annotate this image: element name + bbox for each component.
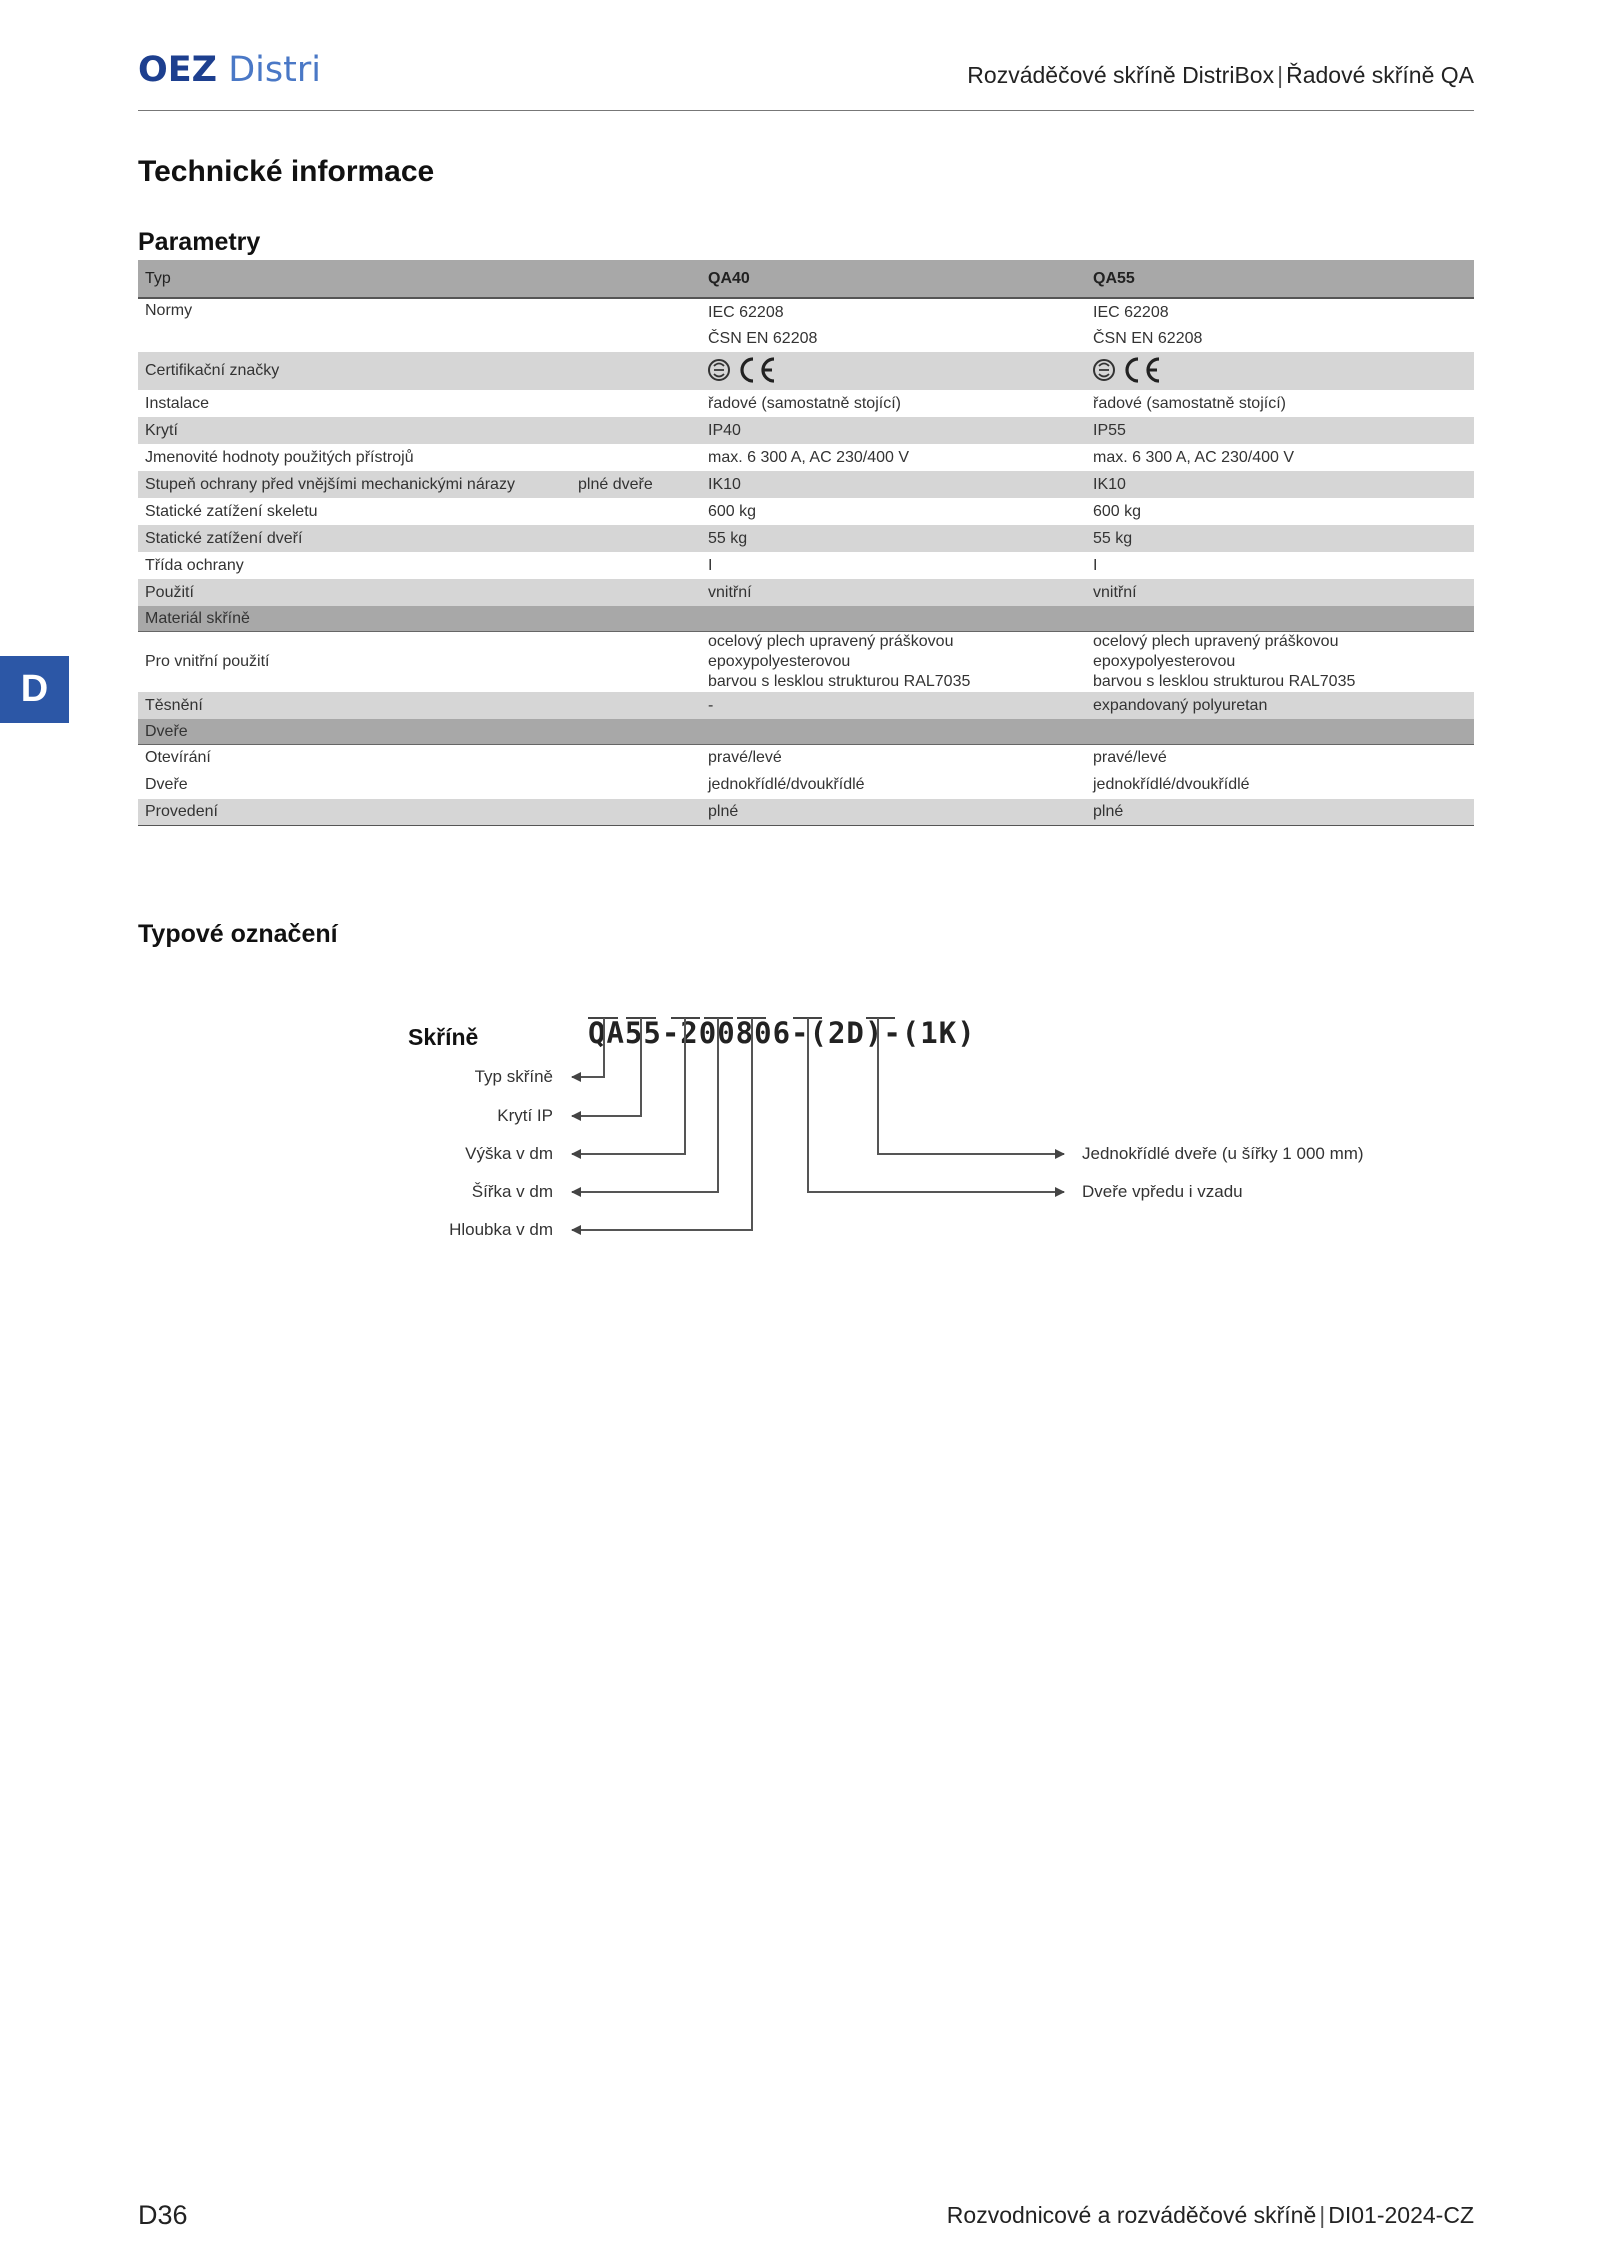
normy-b-1: IEC 62208 <box>1093 303 1169 321</box>
header-label: Typ <box>138 260 701 298</box>
section-label: Materiál skříně <box>138 606 1474 632</box>
row-value-a: řadové (samostatně stojící) <box>701 390 1086 417</box>
label-dvere-vpredu: Dveře vpředu i vzadu <box>1082 1182 1243 1201</box>
row-value-a: plné <box>701 799 1086 826</box>
row-value-a: vnitřní <box>701 579 1086 606</box>
row-value-b <box>1086 632 1474 693</box>
row-label: Těsnění <box>138 692 701 719</box>
row-value-b <box>1086 298 1474 352</box>
row-value-a: I <box>701 552 1086 579</box>
row-value-b: plné <box>1086 799 1474 826</box>
ce-mark-icon <box>736 356 778 384</box>
footer-doc-right: DI01-2024-CZ <box>1328 2202 1474 2228</box>
type-code: QA55-200806-(2D)-(1K) <box>588 1016 976 1050</box>
row-label: Instalace <box>138 390 701 417</box>
row-value-b: IP55 <box>1086 417 1474 444</box>
row-sublabel: plné dveře <box>571 471 701 498</box>
table-section-dvere <box>138 719 1474 745</box>
label-typ-skrine: Typ skříně <box>474 1067 553 1086</box>
row-value-b: 55 kg <box>1086 525 1474 552</box>
brand-logo <box>138 48 321 92</box>
row-value-a: IK10 <box>701 471 1086 498</box>
esc-mark-icon <box>708 357 730 383</box>
row-label: Statické zatížení skeletu <box>138 498 701 525</box>
label-hloubka: Hloubka v dm <box>449 1220 553 1239</box>
row-value-b: řadové (samostatně stojící) <box>1086 390 1474 417</box>
footer-doc-left: Rozvodnicové a rozváděčové skříně <box>946 2202 1317 2228</box>
section-tab: D <box>0 656 69 723</box>
row-label: Statické zatížení dveří <box>138 525 701 552</box>
ce-mark-icon <box>1121 356 1163 384</box>
row-value-b: IK10 <box>1086 471 1474 498</box>
table-row-otevirani <box>138 745 1474 772</box>
row-value-a: 55 kg <box>701 525 1086 552</box>
row-value-b: 600 kg <box>1086 498 1474 525</box>
vnitrni-a-1: ocelový plech upravený práškovou epoxypolyesterovou <box>708 633 954 670</box>
table-row-skelet <box>138 498 1474 525</box>
row-label: Použití <box>138 579 701 606</box>
header-title-right: Řadové skříně QA <box>1286 62 1474 88</box>
table-row-instalace <box>138 390 1474 417</box>
table-row-ik <box>138 471 1474 498</box>
normy-a-1: IEC 62208 <box>708 303 784 321</box>
table-row-jmenovite <box>138 444 1474 471</box>
table-row-dveri <box>138 525 1474 552</box>
row-label: Jmenovité hodnoty použitých přístrojů <box>138 444 701 471</box>
table-header-row <box>138 260 1474 298</box>
normy-b-2: ČSN EN 62208 <box>1093 329 1203 347</box>
normy-a-2: ČSN EN 62208 <box>708 329 818 347</box>
table-row-trida <box>138 552 1474 579</box>
row-label: Certifikační značky <box>138 352 701 390</box>
label-jednokridle: Jednokřídlé dveře (u šířky 1 000 mm) <box>1082 1144 1364 1163</box>
label-vyska: Výška v dm <box>465 1144 553 1163</box>
row-value-a: - <box>701 692 1086 719</box>
header-divider <box>138 110 1474 111</box>
page-number: D36 <box>138 2200 188 2230</box>
logo-oez: OEZ <box>138 50 218 90</box>
vnitrni-b-1: ocelový plech upravený práškovou epoxypolyesterovou <box>1093 633 1339 670</box>
skrine-label: Skříně <box>408 1024 479 1050</box>
row-label: Otevírání <box>138 745 701 772</box>
row-label: Stupeň ochrany před vnějšími mechanickými nárazy <box>138 471 571 498</box>
row-value-b: max. 6 300 A, AC 230/400 V <box>1086 444 1474 471</box>
header-col-qa55: QA55 <box>1086 260 1474 298</box>
row-label: Provedení <box>138 799 701 826</box>
row-label: Dveře <box>138 772 701 799</box>
table-section-material <box>138 606 1474 632</box>
row-value-b <box>1086 352 1474 390</box>
footer-doc-separator: | <box>1319 2202 1326 2228</box>
row-value-b: expandovaný polyuretan <box>1086 692 1474 719</box>
params-heading: Parametry <box>138 228 261 256</box>
row-value-a <box>701 298 1086 352</box>
row-value-a: 600 kg <box>701 498 1086 525</box>
table-row-normy <box>138 298 1474 352</box>
header-title-separator: | <box>1277 62 1284 88</box>
table-row-provedeni <box>138 799 1474 826</box>
page-title: Technické informace <box>138 155 435 188</box>
vnitrni-b-2: barvou s lesklou strukturou RAL7035 <box>1093 673 1356 690</box>
table-row-dvere <box>138 772 1474 799</box>
params-table <box>138 260 1474 826</box>
table-row-pouziti <box>138 579 1474 606</box>
section-label: Dveře <box>138 719 1474 745</box>
footer-doc <box>947 2202 1474 2229</box>
row-value-a: pravé/levé <box>701 745 1086 772</box>
label-sirka: Šířka v dm <box>471 1182 553 1201</box>
row-label: Krytí <box>138 417 701 444</box>
row-value-a <box>701 352 1086 390</box>
logo-distri: Distri <box>228 50 321 90</box>
row-value-a: jednokřídlé/dvoukřídlé <box>701 772 1086 799</box>
row-value-a: IP40 <box>701 417 1086 444</box>
table-row-kryti <box>138 417 1474 444</box>
row-label: Normy <box>138 298 701 352</box>
row-value-a: max. 6 300 A, AC 230/400 V <box>701 444 1086 471</box>
header-title-left: Rozváděčové skříně DistriBox <box>967 62 1275 88</box>
esc-mark-icon <box>1093 357 1115 383</box>
row-value-b: I <box>1086 552 1474 579</box>
row-label: Třída ochrany <box>138 552 701 579</box>
table-row-vnitrni <box>138 632 1474 693</box>
row-label: Pro vnitřní použití <box>138 632 701 693</box>
header-col-qa40: QA40 <box>701 260 1086 298</box>
row-value-a <box>701 632 1086 693</box>
header-title <box>967 60 1474 90</box>
row-value-b: vnitřní <box>1086 579 1474 606</box>
row-value-b: jednokřídlé/dvoukřídlé <box>1086 772 1474 799</box>
label-kryti-ip: Krytí IP <box>497 1106 553 1125</box>
typove-heading: Typové označení <box>138 920 338 948</box>
table-row-tesneni <box>138 692 1474 719</box>
table-row-cert <box>138 352 1474 390</box>
row-value-b: pravé/levé <box>1086 745 1474 772</box>
vnitrni-a-2: barvou s lesklou strukturou RAL7035 <box>708 673 971 690</box>
